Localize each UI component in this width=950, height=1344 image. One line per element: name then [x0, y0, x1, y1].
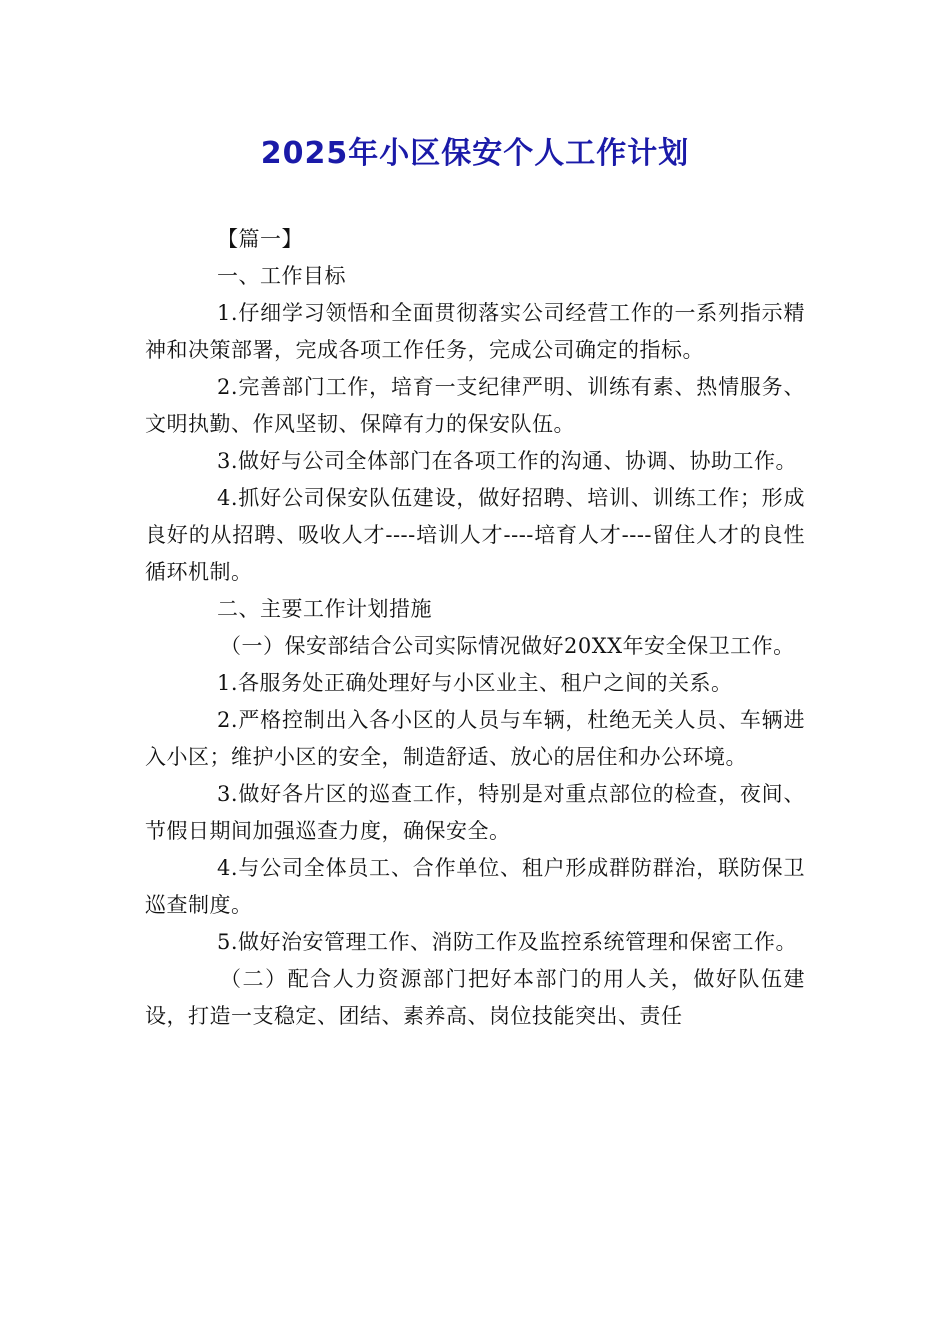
measure-item-4: 4.与公司全体员工、合作单位、租户形成群防群治，联防保卫巡查制度。: [145, 856, 805, 917]
document-body: [145, 221, 805, 1035]
subheading-staffing: （二）配合人力资源部门把好本部门的用人关，做好队伍建设，打造一支稳定、团结、素养高、岗位技能突出、责任: [145, 967, 805, 1028]
measure-item-5: 5.做好治安管理工作、消防工作及监控系统管理和保密工作。: [217, 930, 798, 954]
heading-measures: 二、主要工作计划措施: [217, 597, 432, 621]
goal-item-4: 4.抓好公司保安队伍建设，做好招聘、培训、训练工作；形成良好的从招聘、吸收人才----培训人才----培育人才----留住人才的良性循环机制。: [145, 486, 805, 584]
measure-item-1: 1.各服务处正确处理好与小区业主、租户之间的关系。: [217, 671, 733, 695]
goal-item-1: 1.仔细学习领悟和全面贯彻落实公司经营工作的一系列指示精神和决策部署，完成各项工作任务，完成公司确定的指标。: [145, 301, 805, 362]
measure-item-3: 3.做好各片区的巡查工作，特别是对重点部位的检查，夜间、节假日期间加强巡查力度，确保安全。: [145, 782, 805, 843]
measure-item-2: 2.严格控制出入各小区的人员与车辆，杜绝无关人员、车辆进入小区；维护小区的安全，制造舒适、放心的居住和办公环境。: [145, 708, 805, 769]
subheading-security: （一）保安部结合公司实际情况做好20XX年安全保卫工作。: [220, 634, 795, 658]
goal-item-3: 3.做好与公司全体部门在各项工作的沟通、协调、协助工作。: [217, 449, 798, 473]
section-label: 【篇一】: [217, 227, 303, 251]
heading-goals: 一、工作目标: [217, 264, 346, 288]
document-title: 2025年小区保安个人工作计划: [260, 136, 690, 171]
goal-item-2: 2.完善部门工作，培育一支纪律严明、训练有素、热情服务、文明执勤、作风坚韧、保障有力的保安队伍。: [145, 375, 805, 436]
